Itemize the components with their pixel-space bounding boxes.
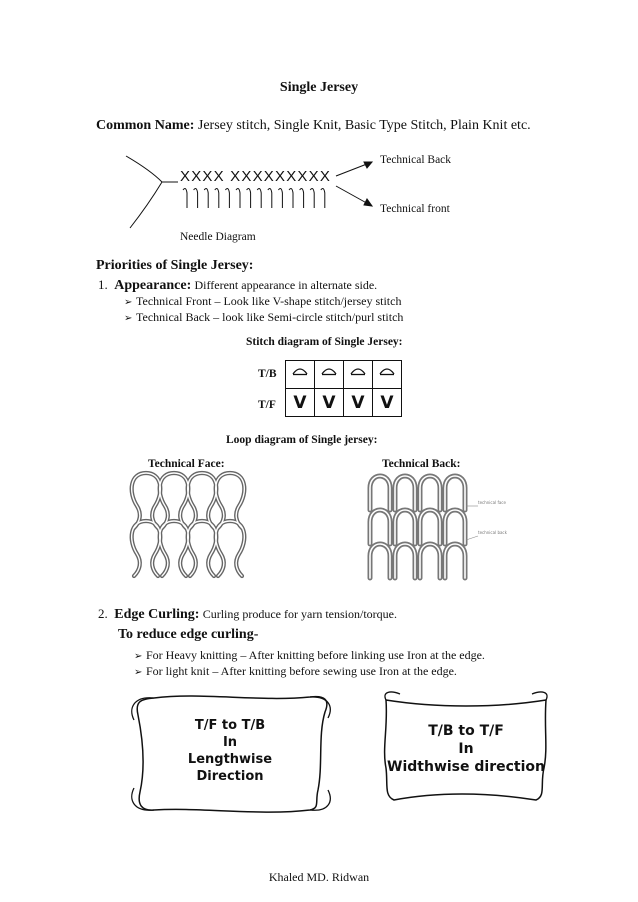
- label-technical-back: Technical Back: [380, 154, 452, 166]
- needle-hook-mark: [268, 189, 272, 208]
- priorities-heading: Priorities of Single Jersey:: [96, 258, 254, 273]
- needle-back-marks: XXXX XXXXXXXXX: [180, 168, 332, 185]
- page-title: Single Jersey: [279, 80, 359, 95]
- needle-hook-mark: [278, 189, 282, 208]
- needle-hook-mark: [204, 189, 208, 208]
- item-title: Edge Curling:: [114, 607, 200, 622]
- needle-hook-mark: [310, 189, 314, 208]
- priority-item-1: [98, 277, 377, 294]
- item-text: Different appearance in alternate side.: [194, 278, 378, 292]
- needle-diagram-upper-line: [126, 156, 162, 182]
- purl-stitch-icon: [286, 361, 315, 389]
- item-number: 2.: [98, 606, 108, 621]
- v-stitch-symbol: V: [344, 389, 373, 417]
- v-stitch-symbol: V: [373, 389, 402, 417]
- bullet-technical-back: ➢ Technical Back – look like Semi-circle stitch/purl stitch: [124, 310, 404, 324]
- purl-stitch-icon: [373, 361, 402, 389]
- bullet-heavy-knitting: ➢ For Heavy knitting – After knitting before linking use Iron at the edge.: [134, 648, 485, 662]
- needle-hook-mark: [215, 189, 219, 208]
- arrow-bullet-icon: ➢: [134, 651, 143, 662]
- technical-face-label: Technical Face:: [148, 458, 225, 470]
- technical-face-loop-diagram: [124, 466, 254, 584]
- curl-box-right-label: T/B to T/F In Widthwise direction: [387, 723, 545, 775]
- bullet-technical-front: ➢ Technical Front – Look like V-shape stitch/jersey stitch: [124, 294, 402, 308]
- stitch-row-back: [286, 361, 402, 389]
- technical-back-label: Technical Back:: [382, 458, 461, 470]
- priority-item-2: [98, 606, 397, 623]
- stitch-diagram-title: Stitch diagram of Single Jersey:: [246, 336, 403, 348]
- needle-hook-mark: [257, 189, 261, 208]
- technical-back-loop-diagram: [350, 470, 507, 580]
- purl-stitch-icon: [315, 361, 344, 389]
- needle-hook-mark: [183, 189, 187, 208]
- needle-hook-mark: [194, 189, 198, 208]
- v-stitch-symbol: V: [315, 389, 344, 417]
- tag-technical-back: technical back: [478, 530, 507, 535]
- curl-box-left-label: T/F to T/B In Lengthwise Direction: [187, 718, 273, 784]
- reduce-curling-heading: To reduce edge curling-: [118, 627, 259, 642]
- row-label-tf: T/F: [258, 399, 276, 411]
- purl-stitch-icon: [344, 361, 373, 389]
- needle-hook-mark: [225, 189, 229, 208]
- row-label-tb: T/B: [258, 368, 277, 380]
- needle-diagram-caption: Needle Diagram: [180, 231, 256, 243]
- needle-hook-mark: [247, 189, 251, 208]
- stitch-row-front: [286, 389, 402, 417]
- needle-hook-mark: [300, 189, 304, 208]
- item-title: Appearance:: [114, 278, 192, 293]
- item-number: 1.: [98, 277, 108, 292]
- needle-hook-mark: [321, 189, 325, 208]
- v-stitch-symbol: V: [286, 389, 315, 417]
- bullet-light-knit: ➢ For light knit – After knitting before sewing use Iron at the edge.: [134, 664, 457, 678]
- item-text: Curling produce for yarn tension/torque.: [202, 607, 397, 621]
- needle-hooks: [183, 189, 325, 208]
- needle-hook-mark: [289, 189, 293, 208]
- tag-technical-face: technical face: [478, 500, 506, 505]
- needle-hook-mark: [236, 189, 240, 208]
- arrow-bullet-icon: ➢: [124, 313, 133, 324]
- stitch-diagram-table: [285, 360, 402, 417]
- common-name-value: Jersey stitch, Single Knit, Basic Type Stitch, Plain Knit etc.: [197, 118, 531, 133]
- common-name-label: Common Name:: [96, 118, 195, 133]
- loop-diagram-title: Loop diagram of Single jersey:: [226, 434, 378, 446]
- page-footer-author: Khaled MD. Ridwan: [268, 870, 370, 884]
- arrow-bullet-icon: ➢: [124, 297, 133, 308]
- needle-diagram-lower-line: [130, 182, 162, 228]
- arrow-bullet-icon: ➢: [134, 667, 143, 678]
- label-technical-front: Technical front: [380, 203, 450, 215]
- needle-diagram: [0, 0, 638, 260]
